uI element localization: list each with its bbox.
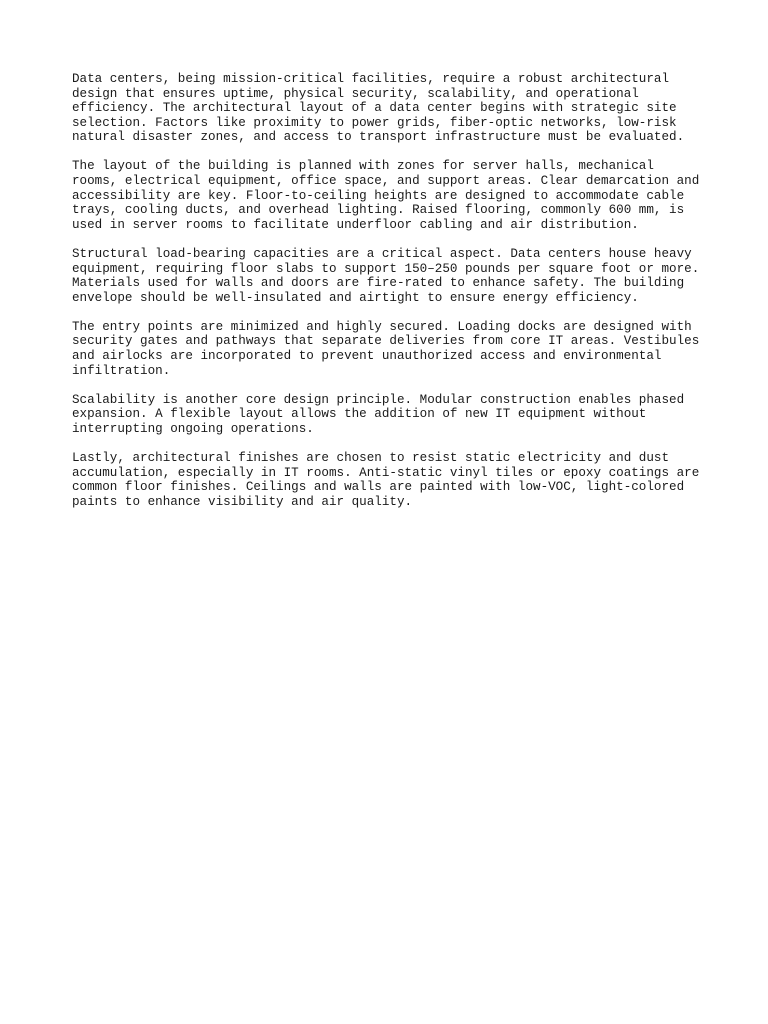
text-line: paints to enhance visibility and air quality. — [72, 494, 413, 509]
paragraph-structural-load — [72, 247, 712, 305]
text-line: Structural load-bearing capacities are a critical aspect. Data centers house heavy — [72, 246, 692, 261]
text-line: Lastly, architectural finishes are chosen to resist static electricity and dust — [72, 450, 670, 465]
paragraph-site-selection — [72, 72, 712, 145]
text-line: selection. Factors like proximity to power grids, fiber-optic networks, low-risk — [72, 115, 677, 130]
text-line: infiltration. — [72, 363, 171, 378]
paragraph-entry-points — [72, 320, 712, 378]
text-line: The entry points are minimized and highly secured. Loading docks are designed with — [72, 319, 692, 334]
text-line: accumulation, especially in IT rooms. Anti-static vinyl tiles or epoxy coatings are — [72, 465, 700, 480]
text-line: interrupting ongoing operations. — [72, 421, 314, 436]
text-line: efficiency. The architectural layout of a data center begins with strategic site — [72, 101, 677, 116]
text-line: Data centers, being mission-critical facilities, require a robust architectural — [72, 72, 670, 86]
text-line: accessibility are key. Floor-to-ceiling heights are designed to accommodate cable — [72, 188, 685, 203]
document-body — [72, 72, 712, 509]
text-line: and airlocks are incorporated to prevent unauthorized access and environmental — [72, 349, 662, 363]
text-line: envelope should be well-insulated and airtight to ensure energy efficiency. — [72, 290, 639, 305]
text-line: equipment, requiring floor slabs to support 150–250 pounds per square foot or more. — [72, 261, 700, 276]
text-line: Materials used for walls and doors are fire-rated to enhance safety. The building — [72, 276, 685, 291]
paragraph-finishes — [72, 451, 712, 509]
text-line: used in server rooms to facilitate underfloor cabling and air distribution. — [72, 217, 639, 232]
text-line: The layout of the building is planned with zones for server halls, mechanical — [72, 159, 654, 174]
paragraph-scalability — [72, 393, 712, 437]
text-line: common floor finishes. Ceilings and walls are painted with low-VOC, light-colored — [72, 480, 685, 495]
text-line: trays, cooling ducts, and overhead lighting. Raised flooring, commonly 600 mm, is — [72, 203, 685, 218]
text-line: natural disaster zones, and access to transport infrastructure must be evaluated. — [72, 130, 685, 145]
paragraph-building-layout — [72, 159, 712, 232]
text-line: design that ensures uptime, physical security, scalability, and operational — [72, 86, 639, 101]
text-line: Scalability is another core design principle. Modular construction enables phased — [72, 392, 685, 407]
text-line: security gates and pathways that separate deliveries from core IT areas. Vestibules — [72, 334, 700, 349]
text-line: rooms, electrical equipment, office space, and support areas. Clear demarcation and — [72, 174, 700, 189]
text-line: expansion. A flexible layout allows the addition of new IT equipment without — [72, 407, 647, 422]
